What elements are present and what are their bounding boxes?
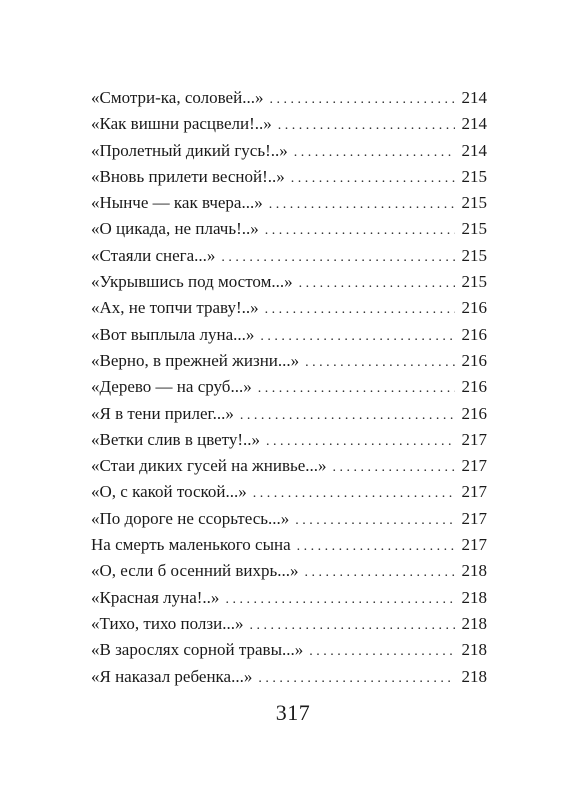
dot-leader	[333, 455, 455, 481]
toc-entry-page: 218	[461, 640, 487, 660]
toc-entry-page: 216	[461, 350, 487, 370]
toc-entry-title: «Пролетный дикий гусь!..»	[91, 140, 288, 160]
toc-entry-page: 214	[461, 140, 487, 160]
toc-entry-page: 216	[461, 403, 487, 423]
toc-entry-title: «Как вишни расцвели!..»	[91, 114, 272, 134]
toc-entry	[91, 322, 487, 348]
toc-entry-title: «Укрывшись под мостом...»	[91, 272, 293, 292]
toc-entry	[91, 611, 487, 637]
toc-entry	[91, 637, 487, 663]
dot-leader	[291, 166, 455, 192]
toc-entry-title: «Дерево — на сруб...»	[91, 377, 252, 397]
toc-entry-page: 215	[461, 272, 487, 292]
toc-entry	[91, 295, 487, 321]
table-of-contents	[91, 85, 487, 690]
toc-entry-page: 214	[461, 114, 487, 134]
toc-entry	[91, 374, 487, 400]
toc-entry	[91, 85, 487, 111]
toc-entry	[91, 348, 487, 374]
toc-entry	[91, 138, 487, 164]
toc-entry-title: «Стаяли снега...»	[91, 245, 216, 265]
toc-entry-page: 214	[461, 88, 487, 107]
toc-entry-page: 216	[461, 324, 487, 344]
dot-leader	[265, 218, 455, 244]
dot-leader	[269, 87, 455, 113]
dot-leader	[240, 403, 455, 429]
toc-entry-title: «Тихо, тихо ползи...»	[91, 613, 244, 633]
dot-leader	[305, 350, 455, 376]
toc-entry-page: 216	[461, 298, 487, 318]
toc-entry-title: «О, если б осенний вихрь...»	[91, 561, 299, 581]
toc-entry-page: 215	[461, 166, 487, 186]
toc-entry	[91, 190, 487, 216]
toc-entry	[91, 111, 487, 137]
page-number: 317	[275, 700, 311, 725]
dot-leader	[266, 429, 455, 455]
toc-entry-title: «Я в тени прилег...»	[91, 403, 234, 423]
toc-entry	[91, 532, 487, 558]
toc-entry-page: 217	[461, 456, 487, 476]
dot-leader	[260, 324, 455, 350]
toc-entry-title: «Стаи диких гусей на жнивье...»	[91, 456, 327, 476]
toc-entry	[91, 664, 487, 690]
toc-entry-page: 217	[461, 535, 487, 555]
dot-leader	[253, 481, 455, 507]
toc-entry-title: «О цикада, не плачь!..»	[91, 219, 259, 239]
toc-entry	[91, 427, 487, 453]
toc-entry-page: 218	[461, 561, 487, 581]
toc-entry	[91, 243, 487, 269]
dot-leader	[225, 587, 455, 613]
toc-entry-page: 216	[461, 377, 487, 397]
toc-entry-title: «Смотри-ка, соловей...»	[91, 88, 264, 107]
toc-entry-title: «Красная луна!..»	[91, 587, 220, 607]
toc-entry-page: 215	[461, 245, 487, 265]
dot-leader	[309, 639, 455, 665]
dot-leader	[297, 534, 455, 560]
toc-entry	[91, 585, 487, 611]
toc-entry-title: «Верно, в прежней жизни...»	[91, 350, 300, 370]
toc-entry-page: 218	[461, 587, 487, 607]
toc-entry-page: 215	[461, 193, 487, 213]
toc-entry-page: 217	[461, 429, 487, 449]
toc-entry	[91, 269, 487, 295]
toc-entry	[91, 216, 487, 242]
toc-entry-page: 218	[461, 613, 487, 633]
toc-entry-title: «Ветки слив в цвету!..»	[91, 429, 261, 449]
toc-entry	[91, 401, 487, 427]
toc-entry-title: «Вновь прилети весной!..»	[91, 166, 285, 186]
toc-entry	[91, 479, 487, 505]
toc-entry-title: «Нынче — как вчера...»	[91, 193, 263, 213]
toc-entry-page: 217	[461, 482, 487, 502]
toc-entry-title: «Вот выплыла луна...»	[91, 324, 255, 344]
toc-entry	[91, 453, 487, 479]
dot-leader	[305, 560, 455, 586]
dot-leader	[295, 508, 455, 534]
toc-entry-title: «По дороге не ссорьтесь...»	[91, 508, 290, 528]
dot-leader	[299, 271, 455, 297]
toc-entry	[91, 506, 487, 532]
dot-leader	[269, 192, 455, 218]
dot-leader	[249, 613, 455, 639]
toc-entry	[91, 558, 487, 584]
toc-entry-page: 215	[461, 219, 487, 239]
dot-leader	[258, 376, 455, 402]
toc-entry-title: «В зарослях сорной травы...»	[91, 640, 304, 660]
dot-leader	[221, 245, 455, 271]
toc-entry	[91, 164, 487, 190]
toc-entry-page: 218	[461, 666, 487, 686]
dot-leader	[278, 113, 455, 139]
toc-entry-title: «Ах, не топчи траву!..»	[91, 298, 259, 318]
toc-entry-title: «Я наказал ребенка...»	[91, 666, 253, 686]
dot-leader	[265, 297, 455, 323]
toc-entry-page: 217	[461, 508, 487, 528]
toc-entry-title: На смерть маленького сына	[91, 535, 291, 555]
toc-entry-title: «О, с какой тоской...»	[91, 482, 247, 502]
dot-leader	[258, 666, 455, 692]
dot-leader	[294, 140, 455, 166]
